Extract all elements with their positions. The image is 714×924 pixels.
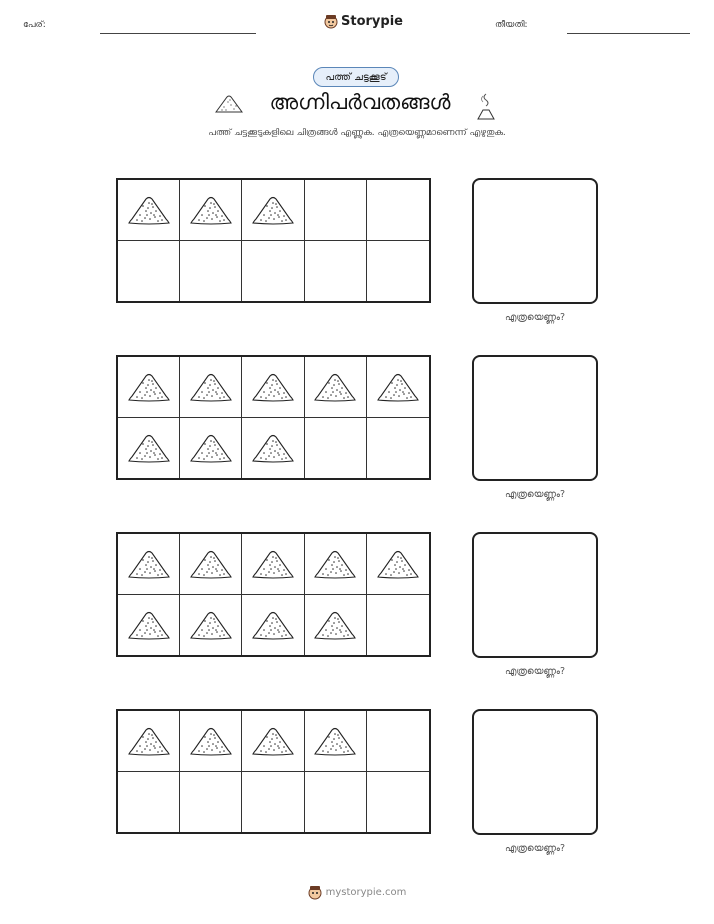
- ten-frame: [116, 178, 431, 303]
- ten-frame-cell: [180, 711, 242, 772]
- ten-frame-cell: [180, 180, 242, 241]
- ten-frame-cell: [367, 418, 429, 479]
- volcano-icon: [189, 548, 233, 580]
- how-many-label: എത്രയെണ്ണം?: [504, 843, 566, 854]
- ten-frame-cell: [118, 711, 180, 772]
- name-line: [100, 33, 256, 34]
- footer: [0, 884, 714, 900]
- ten-frame-cell: [305, 595, 367, 656]
- ten-frame: [116, 532, 431, 657]
- volcano-icon: [189, 194, 233, 226]
- storypie-mascot-icon: [324, 13, 338, 29]
- page-title: അഗ്നിപർവതങ്ങൾ: [269, 90, 451, 114]
- ten-frame-cell: [305, 772, 367, 833]
- volcano-icon: [313, 609, 357, 641]
- ten-frame-cell: [118, 241, 180, 302]
- ten-frame-cell: [305, 534, 367, 595]
- volcano-icon: [376, 371, 420, 403]
- ten-frame-cell: [180, 241, 242, 302]
- ten-frame-cell: [367, 595, 429, 656]
- volcano-icon: [313, 548, 357, 580]
- ten-frame-cell: [305, 418, 367, 479]
- ten-frame-cell: [242, 772, 304, 833]
- ten-frame-cell: [305, 180, 367, 241]
- ten-frame-cell: [118, 534, 180, 595]
- ten-frame-cell: [367, 180, 429, 241]
- volcano-icon: [127, 725, 171, 757]
- volcano-icon: [127, 432, 171, 464]
- ten-frame-cell: [242, 711, 304, 772]
- volcano-icon: [251, 609, 295, 641]
- answer-box[interactable]: [472, 532, 598, 658]
- volcano-icon: [251, 548, 295, 580]
- ten-frame-cell: [118, 357, 180, 418]
- ten-frame: [116, 709, 431, 834]
- volcano-icon: [251, 432, 295, 464]
- ten-frame-cell: [305, 357, 367, 418]
- ten-frame-cell: [367, 711, 429, 772]
- worksheet-header: [0, 0, 714, 50]
- volcano-icon: [189, 432, 233, 464]
- storypie-logo: [324, 13, 403, 29]
- volcano-icon: [251, 725, 295, 757]
- answer-box[interactable]: [472, 178, 598, 304]
- instructions-text: പത്ത് ചട്ടക്കൂടുകളിലെ ചിത്രങ്ങൾ എണ്ണുക. എത്രയെണ്ണമാണെന്ന് എഴുതുക.: [208, 128, 506, 138]
- storypie-mascot-icon: [308, 884, 322, 900]
- ten-frame: [116, 355, 431, 480]
- volcano-icon: [313, 371, 357, 403]
- ten-frame-cell: [180, 534, 242, 595]
- ten-frame-cell: [242, 418, 304, 479]
- ten-frame-cell: [118, 595, 180, 656]
- ten-frame-cell: [118, 180, 180, 241]
- ten-frame-cell: [367, 534, 429, 595]
- volcano-icon: [376, 548, 420, 580]
- volcano-icon: [189, 609, 233, 641]
- volcano-icon: [127, 194, 171, 226]
- topic-badge: പത്ത് ചട്ടക്കൂട്: [313, 67, 399, 87]
- ten-frame-cell: [180, 772, 242, 833]
- volcano-icon: [127, 371, 171, 403]
- ten-frame-cell: [367, 357, 429, 418]
- ten-frame-cell: [242, 180, 304, 241]
- date-label: തീയതി:: [495, 20, 528, 30]
- ten-frame-cell: [242, 241, 304, 302]
- volcano-icon: [251, 194, 295, 226]
- ten-frame-cell: [180, 418, 242, 479]
- ten-frame-cell: [242, 595, 304, 656]
- date-line: [567, 33, 690, 34]
- name-label: പേര്:: [23, 20, 46, 30]
- how-many-label: എത്രയെണ്ണം?: [504, 489, 566, 500]
- ten-frame-cell: [242, 357, 304, 418]
- ten-frame-cell: [180, 595, 242, 656]
- brand-name: Storypie: [341, 13, 403, 29]
- volcano-icon: [127, 609, 171, 641]
- ten-frame-cell: [242, 534, 304, 595]
- ten-frame-cell: [305, 711, 367, 772]
- volcano-icon: [127, 548, 171, 580]
- volcano-icon: [251, 371, 295, 403]
- ten-frame-cell: [118, 772, 180, 833]
- volcano-icon: [313, 725, 357, 757]
- answer-box[interactable]: [472, 355, 598, 481]
- ten-frame-cell: [367, 772, 429, 833]
- how-many-label: എത്രയെണ്ണം?: [504, 312, 566, 323]
- ten-frame-cell: [367, 241, 429, 302]
- ten-frame-cell: [305, 241, 367, 302]
- answer-box[interactable]: [472, 709, 598, 835]
- volcano-icon: [189, 371, 233, 403]
- ten-frame-cell: [180, 357, 242, 418]
- footer-url: mystorypie.com: [325, 886, 407, 898]
- ten-frame-cell: [118, 418, 180, 479]
- smoke-icon: [475, 90, 497, 124]
- how-many-label: എത്രയെണ്ണം?: [504, 666, 566, 677]
- volcano-icon: [189, 725, 233, 757]
- volcano-icon: [214, 94, 244, 118]
